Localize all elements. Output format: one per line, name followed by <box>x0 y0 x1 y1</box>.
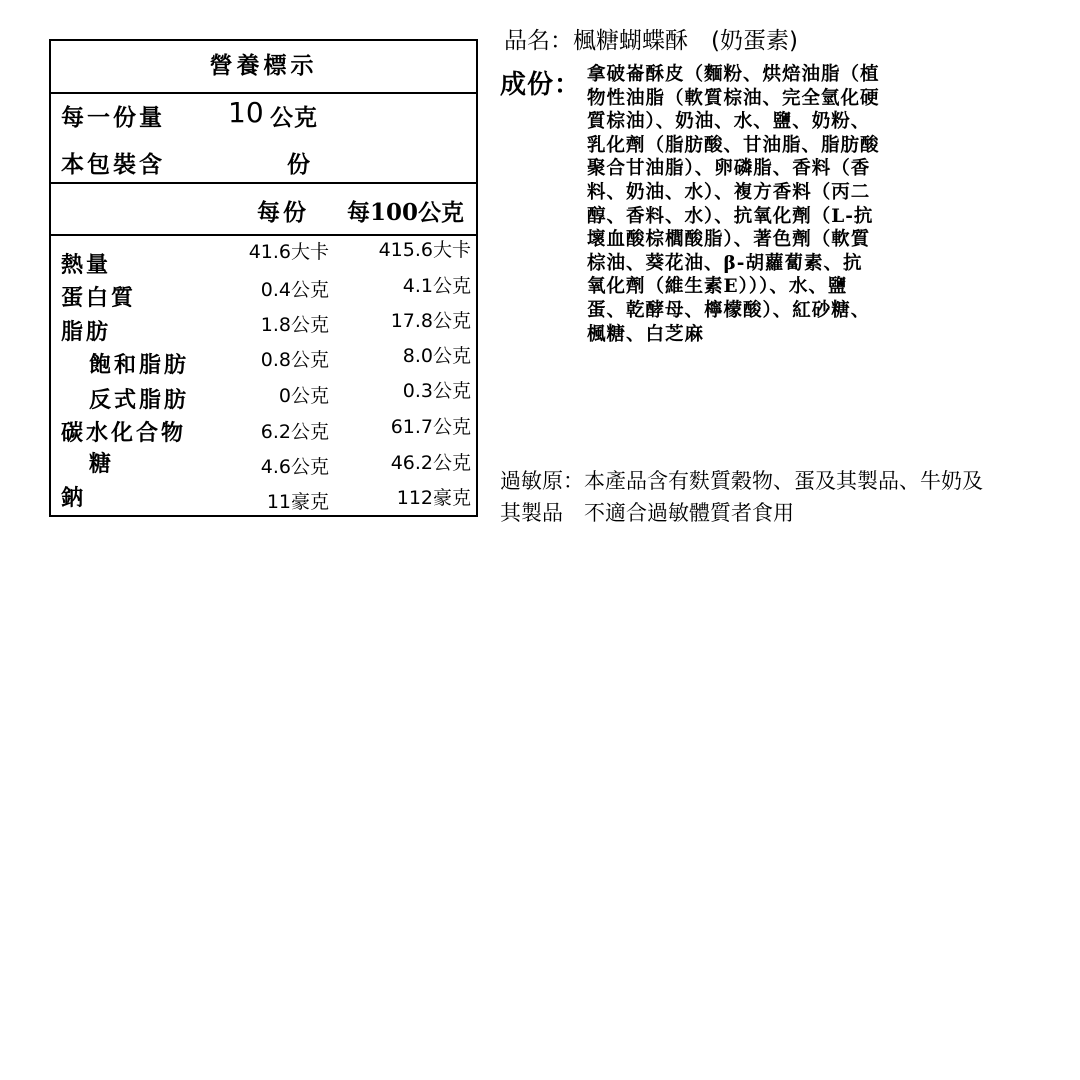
row-per-serving: 11豪克 <box>266 491 329 513</box>
row-label: 糖 <box>89 451 115 477</box>
row-per-serving: 0.4公克 <box>260 279 329 301</box>
row-per-100g: 112豪克 <box>396 487 471 509</box>
divider <box>51 92 476 94</box>
ingredients-line: 聚合甘油脂）、卵磷脂、香料（香 <box>587 158 871 180</box>
row-per-100g: 61.7公克 <box>390 416 471 438</box>
ingredients-line: 棕油、葵花油、β-胡蘿蔔素、抗 <box>587 252 863 274</box>
allergen-line: 其製品 不適合過敏體質者食用 <box>500 501 794 525</box>
ingredients-label: 成份： <box>500 70 582 100</box>
allergen-notice <box>500 465 1070 529</box>
row-per-100g: 17.8公克 <box>390 310 471 332</box>
ingredients-line: 蛋、乾酵母、檸檬酸）、紅砂糖、 <box>587 299 871 321</box>
serving-size-value: 10 <box>228 96 264 129</box>
ingredients-line: 乳化劑（脂肪酸、甘油脂、脂肪酸 <box>587 134 880 156</box>
row-per-100g: 46.2公克 <box>390 452 471 474</box>
row-label: 熱量 <box>61 252 112 278</box>
row-per-100g: 8.0公克 <box>402 345 471 367</box>
row-label: 脂肪 <box>61 319 112 345</box>
nutrition-title: 營養標示 <box>209 52 318 79</box>
row-per-serving: 41.6大卡 <box>248 241 329 263</box>
ingredients-text <box>587 63 975 346</box>
ingredients-line: 楓糖、白芝麻 <box>587 323 705 345</box>
row-label: 鈉 <box>61 485 87 511</box>
ingredients-line: 物性油脂（軟質棕油、完全氫化硬 <box>587 87 880 109</box>
serving-size-label: 每一份量 <box>61 104 165 131</box>
ingredients-line: 料、奶油、水）、複方香料（丙二 <box>587 181 871 203</box>
row-label: 飽和脂肪 <box>89 352 190 378</box>
serving-size-unit: 公克 <box>270 104 318 131</box>
nutrition-facts-table <box>49 39 478 517</box>
allergen-line: 過敏原：本產品含有麩質穀物、蛋及其製品、牛奶及 <box>500 469 983 493</box>
header-per-100g: 每100公克 <box>347 199 465 226</box>
row-per-100g: 0.3公克 <box>402 380 471 402</box>
row-per-serving: 1.8公克 <box>260 314 329 336</box>
row-per-serving: 4.6公克 <box>260 456 329 478</box>
row-per-serving: 6.2公克 <box>260 421 329 443</box>
header-per-serving: 每份 <box>257 199 309 226</box>
servings-unit: 份 <box>287 151 313 178</box>
ingredients-line: 壞血酸棕櫚酸脂）、著色劑（軟質 <box>587 229 871 251</box>
servings-label: 本包裝含 <box>61 151 165 178</box>
product-name: 品名：楓糖蝴蝶酥 (奶蛋素) <box>504 28 798 54</box>
row-per-serving: 0公克 <box>278 385 329 407</box>
row-per-100g: 415.6大卡 <box>378 239 471 261</box>
row-label: 反式脂肪 <box>89 387 190 413</box>
ingredients-line: 醇、香料、水）、抗氧化劑（L-抗 <box>587 205 874 227</box>
ingredients-line: 拿破崙酥皮（麵粉、烘焙油脂（植 <box>587 64 880 85</box>
row-per-serving: 0.8公克 <box>260 349 329 371</box>
divider <box>51 234 476 236</box>
row-label: 蛋白質 <box>61 285 137 311</box>
ingredients-line: 質棕油）、奶油、水、鹽、奶粉、 <box>587 111 871 133</box>
ingredients-line: 氧化劑（維生素E）））、水、鹽 <box>587 276 848 298</box>
row-label: 碳水化合物 <box>61 420 187 446</box>
row-per-100g: 4.1公克 <box>402 275 471 297</box>
divider <box>51 182 476 184</box>
